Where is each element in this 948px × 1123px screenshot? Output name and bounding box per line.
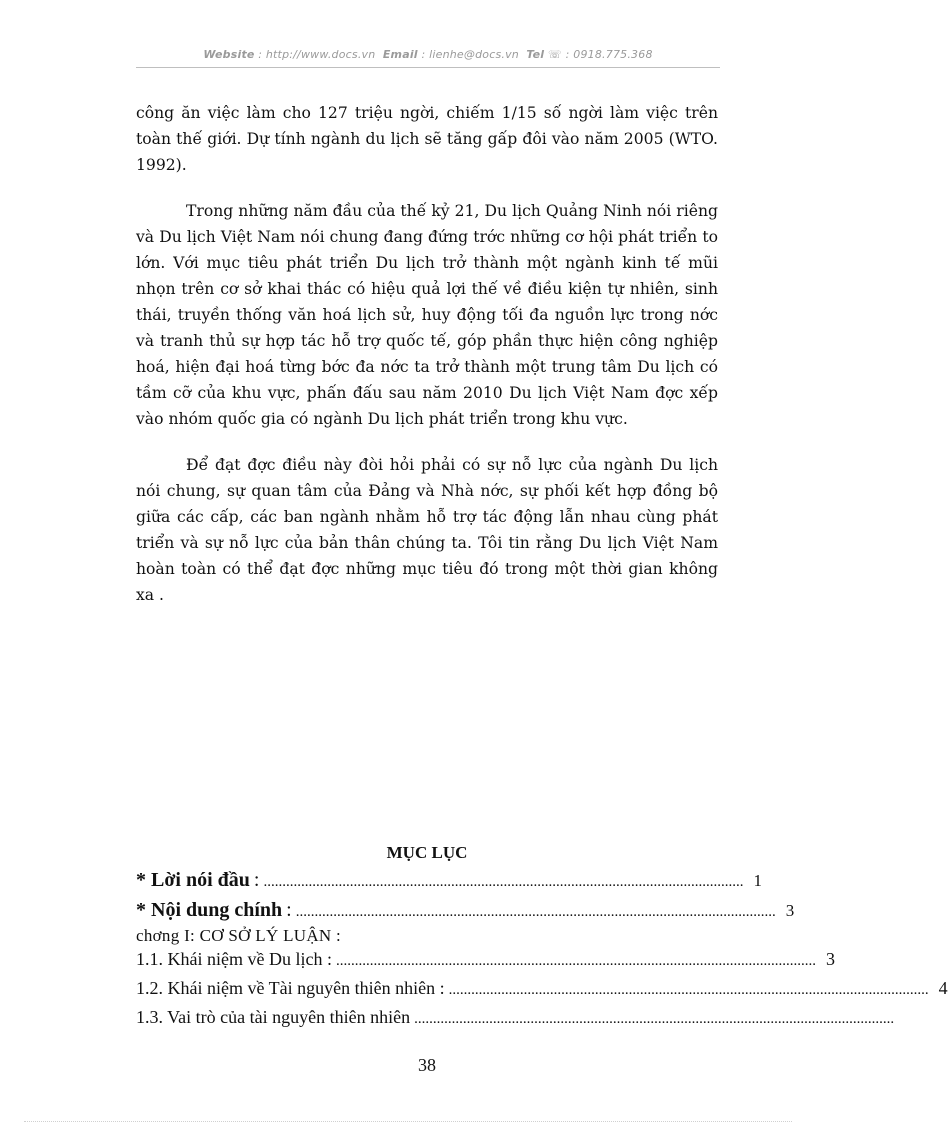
table-of-contents: [136, 866, 948, 1033]
toc-leader: ................................................................................................................................: [263, 874, 744, 890]
email-label: Email: [382, 48, 418, 61]
toc-title: MỤC LỤC: [386, 843, 468, 862]
toc-chapter-label: chơng I: CƠ SỞ LÝ LUẬN :: [136, 926, 342, 945]
phone-icon: ☏: [547, 48, 562, 61]
tel-label: Tel: [526, 48, 545, 61]
website-value: : http://www.docs.vn: [258, 48, 376, 61]
toc-entry-label: 1.1. Khái niệm về Du lịch :: [136, 949, 332, 969]
tel-value: : 0918.775.368: [565, 48, 653, 61]
header-divider: [136, 67, 720, 68]
toc-entry-colon: :: [286, 899, 292, 921]
toc-chapter: [136, 926, 646, 946]
toc-entry-page: 4: [938, 978, 948, 998]
toc-leader: ................................................................................................................................: [295, 904, 776, 920]
page-number: 38: [418, 1055, 436, 1075]
toc-leader: ................................................................................................................................: [448, 982, 929, 998]
footer-divider: [24, 1121, 792, 1122]
toc-entry-label: 1.3. Vai trò của tài nguyên thiên nhiên: [136, 1007, 411, 1027]
toc-leader: ................................................................................................................................: [335, 953, 816, 969]
email-value: : lienhe@docs.vn: [421, 48, 519, 61]
website-label: Website: [203, 48, 255, 61]
paragraph: Trong những năm đầu của thế kỷ 21, Du lịch Quảng Ninh nói riêng và Du lịch Việt Nam nói chung đang đứng trớc những cơ hội phát triển to lớn. Với mục tiêu phát triển Du lịch trở thành một ngành kinh tế mũi nhọn trên cơ sở khai thác có hiệu quả lợi thế về điều kiện tự nhiên, sinh thái, truyền thống văn hoá lịch sử, huy động tối đa nguồn lực trong nớc và tranh thủ sự hợp tác hỗ trợ quốc tế, góp phần thực hiện công nghiệp hoá, hiện đại hoá từng bớc đa nớc ta trở thành một trung tâm Du lịch có tầm cỡ của khu vực, phấn đấu sau năm 2010 Du lịch Việt Nam đợc xếp vào nhóm quốc gia có ngành Du lịch phát triển trong khu vực.: [136, 202, 718, 428]
toc-entry-colon: :: [253, 869, 260, 891]
toc-entry: [136, 1004, 895, 1033]
body-text: [136, 100, 718, 628]
page-header: [136, 48, 720, 61]
toc-entry: [136, 896, 795, 926]
toc-entry-label: * Nội dung chính: [136, 899, 283, 921]
paragraph: Để đạt đợc điều này đòi hỏi phải có sự nỗ lực của ngành Du lịch nói chung, sự quan tâm của Đảng và Nhà nớc, sự phối kết hợp đồng bộ giữa các cấp, các ban ngành nhằm hỗ trợ tác động lẫn nhau cùng phát triển và sự nỗ lực của bản thân chúng ta. Tôi tin rằng Du lịch Việt Nam hoàn toàn có thể đạt đợc những mục tiêu đó trong một thời gian không xa .: [136, 456, 718, 604]
toc-leader: ................................................................................................................................: [414, 1011, 895, 1027]
toc-entry: [136, 975, 948, 1004]
toc-entry-page: 3: [825, 949, 835, 969]
toc-entry-page: 1: [753, 871, 762, 890]
toc-entry-label: 1.2. Khái niệm về Tài nguyên thiên nhiên :: [136, 978, 445, 998]
toc-entry: [136, 866, 762, 896]
toc-entry-page: 3: [785, 901, 795, 920]
toc-entry-label: * Lời nói đầu: [136, 869, 250, 891]
paragraph: công ăn việc làm cho 127 triệu ngời, chiếm 1/15 số ngời làm việc trên toàn thế giới. Dự tính ngành du lịch sẽ tăng gấp đôi vào năm 2005 (WTO. 1992).: [136, 104, 718, 174]
toc-entry: [136, 946, 835, 975]
